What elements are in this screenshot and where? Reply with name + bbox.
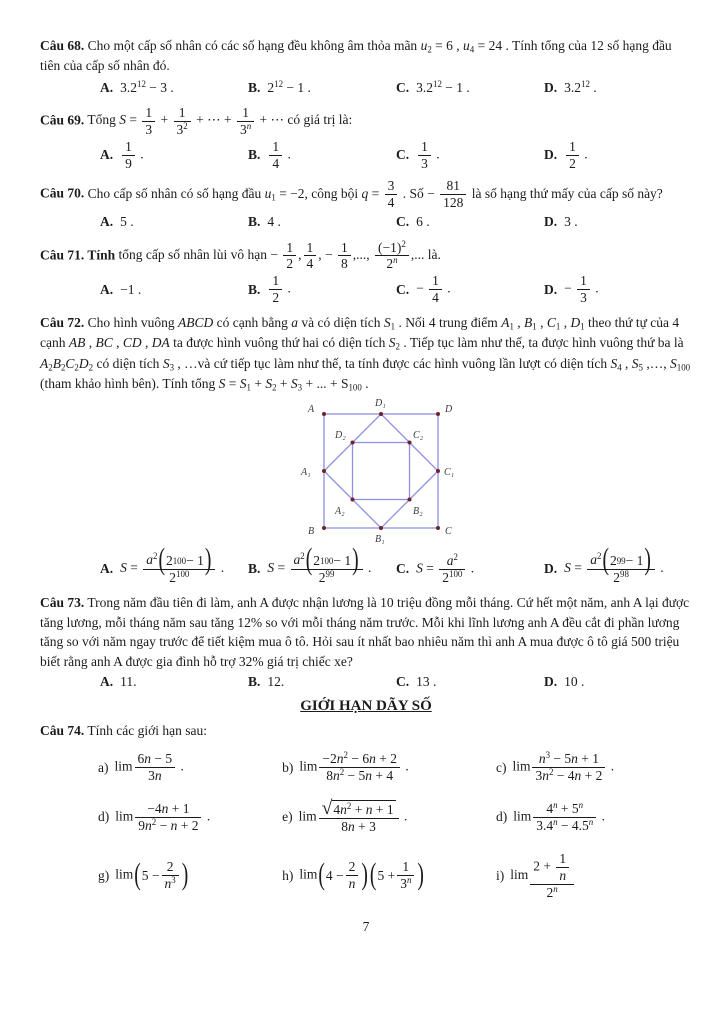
section-heading: GIỚI HẠN DÃY SỐ (300, 697, 432, 714)
page-number: 7 (362, 918, 370, 934)
option-key: C. (396, 281, 410, 297)
option-a (100, 672, 248, 692)
option-b (248, 273, 396, 306)
question-70-body: Cho cấp số nhân có số hạng đầu $u_1 = -2$, công bội q = $\frac{3}{4}$ . Số − $\frac{81}{128}$ là số hạng thứ mấy của cấp số này? (87, 178, 663, 211)
vertex-label-B2: B₂ (413, 506, 423, 518)
vertex-label-C2: C₂ (413, 430, 424, 442)
limit-expression: lim $\frac{-4n + 1}{9n^2 - n + 2}$ . (115, 801, 211, 834)
option-value: $\frac{1}{2}$ . (267, 273, 291, 306)
limits-row-1 (40, 751, 692, 784)
option-c (396, 212, 544, 232)
vertex-label-B: B (308, 526, 315, 538)
option-key: A. (100, 146, 114, 162)
option-value: $3.2^{12} - 3$ . (120, 78, 174, 95)
option-value: 13 . (416, 674, 437, 690)
option-key: B. (248, 146, 261, 162)
option-value: −1 . (120, 281, 142, 297)
option-key: B. (248, 214, 261, 230)
option-value: $\frac{1}{9}$ . (120, 139, 144, 172)
question-69 (40, 105, 692, 172)
option-c (396, 553, 544, 586)
limit-key: b) (282, 759, 294, 775)
question-68-options (40, 78, 692, 98)
limit-key: e) (282, 809, 293, 825)
option-value: S = $a^2$ ( 2 100 − 1 ) $2^{99}$ . (267, 544, 372, 586)
option-d (544, 544, 692, 586)
vertex-label-D2: D₂ (335, 430, 346, 442)
option-value: $\frac{1}{2}$ . (564, 139, 588, 172)
option-value: 11. (120, 674, 137, 690)
option-value: $3.2^{12} - 1$ . (416, 78, 470, 95)
option-d (544, 139, 692, 172)
question-71 (40, 240, 692, 307)
limits-row-3 (40, 851, 692, 901)
option-key: C. (396, 560, 410, 576)
vertex-label-B1: B₁ (375, 534, 385, 546)
option-value: 12. (267, 674, 285, 690)
option-a (100, 139, 248, 172)
limit-key: h) (282, 867, 294, 883)
option-value: S = $a^2$ ( 2 100 − 1 ) $2^{100}$ . (120, 544, 225, 586)
option-key: D. (544, 560, 558, 576)
option-b (248, 139, 396, 172)
option-key: B. (248, 281, 261, 297)
nested-squares-figure (70, 398, 692, 550)
option-value: $2^{12} - 1$ . (267, 78, 311, 95)
option-key: A. (100, 214, 114, 230)
option-b (248, 544, 396, 586)
question-72-options (40, 544, 692, 586)
option-a (100, 544, 248, 586)
limit-key: c) (495, 759, 507, 775)
option-key: A. (100, 674, 114, 690)
vertex-label-D1: D₁ (375, 398, 386, 410)
option-value: 6 . (416, 214, 430, 230)
question-68-body: Cho một cấp số nhân có các số hạng đều không âm thỏa mãn $u_2 = 6$ , $u_4 = 24$ . Tính tổng của 12 số hạng đầu tiên của cấp số nhân đó. (40, 38, 672, 74)
limit-key: d) (495, 809, 508, 825)
option-key: A. (100, 281, 114, 297)
limit-b (282, 751, 496, 784)
limit-expression: lim $\frac{n^3 - 5n + 1}{3n^2 - 4n + 2}$ . (512, 750, 615, 784)
question-71-options (40, 273, 692, 306)
question-68-label: Câu 68. (40, 38, 85, 53)
limits-row-2 (40, 800, 692, 835)
option-key: C. (396, 79, 410, 95)
limit-expression: lim 2 + $\frac{1}{n}$ 2$^n$ (510, 851, 576, 901)
limit-key: d) (98, 809, 110, 825)
option-value: 4 . (267, 214, 281, 230)
option-value: 3 . (564, 214, 578, 230)
vertex-label-A2: A₂ (335, 506, 345, 518)
option-d (544, 273, 692, 306)
limit-key: g) (98, 867, 110, 883)
question-74 (40, 721, 692, 901)
option-c (396, 672, 544, 692)
option-d (544, 212, 692, 232)
option-c (396, 78, 544, 98)
vertex-label-C: C (445, 526, 452, 538)
question-71-label: Câu 71. Tính (40, 247, 116, 263)
limit-h (282, 859, 496, 892)
question-74-label: Câu 74. (40, 723, 85, 738)
option-value: $3.2^{12}$ . (564, 78, 597, 95)
limit-e (282, 800, 496, 835)
option-key: C. (396, 214, 410, 230)
option-key: B. (248, 560, 261, 576)
limit-expression: lim ( 5 − $\frac{2}{n^3}$ ) (115, 858, 189, 892)
option-c (396, 273, 544, 306)
option-c (396, 139, 544, 172)
option-key: B. (248, 79, 261, 95)
option-key: D. (544, 146, 558, 162)
option-key: D. (544, 674, 558, 690)
option-key: A. (100, 560, 114, 576)
question-72 (40, 313, 692, 586)
option-b (248, 78, 396, 98)
limit-g (98, 859, 282, 892)
vertex-label-A1: A₁ (301, 467, 311, 479)
limit-expression: lim ( 4 − $\frac{2}{n}$ ) ( 5 + $\frac{1}{3^n}$ ) (299, 858, 424, 892)
limit-d (98, 801, 282, 834)
option-d (544, 672, 692, 692)
question-74-body: Tính các giới hạn sau: (87, 723, 208, 738)
vertex-label-C1: C₁ (444, 467, 455, 479)
question-73 (40, 593, 692, 693)
question-69-label: Câu 69. (40, 112, 85, 128)
option-d (544, 78, 692, 98)
option-key: C. (396, 674, 410, 690)
limit-expression: lim $\frac{6n - 5}{3n}$ . (114, 751, 184, 784)
option-b (248, 672, 396, 692)
limit-a (98, 751, 282, 784)
question-72-label: Câu 72. (40, 315, 85, 331)
option-key: A. (100, 79, 114, 95)
limit-i (496, 851, 692, 901)
vertex-label-A: A (308, 404, 315, 416)
option-value: S = $\frac{a^2}{2^{100}}$ . (416, 551, 475, 585)
limit-key: i) (495, 867, 505, 883)
option-value: $\frac{1}{4}$ . (267, 139, 291, 172)
vertex-label-D: D (445, 404, 453, 416)
question-73-label: Câu 73. (40, 595, 85, 610)
option-value: − $\frac{1}{3}$ . (564, 273, 599, 306)
question-68 (40, 36, 692, 98)
question-73-body: Trong năm đầu tiên đi làm, anh A được nhận lương là 10 triệu đồng mỗi tháng. Cứ hết một năm, anh A lại được tăng lương, mỗi tháng năm sau tăng 12% so với mỗi tháng năm trước. Mỗi khi lĩnh lương anh A đều cắt đi phần lương tăng so với năm ngay trước để tiết kiệm mua ô tô. Hỏi sau ít nhất bao nhiêu năm thì anh A mua được ô tô giá 500 triệu biết rằng anh A được gia đình hỗ trợ 32% giá trị chiếc xe? (40, 595, 690, 669)
question-69-body: Tổng S = $\frac{1}{3}$ + $\frac{1}{3^2}$ + ⋯ + $\frac{1}{3^n}$ + ⋯ có giá trị là: (87, 104, 353, 137)
option-value: − $\frac{1}{4}$ . (416, 273, 451, 306)
option-value: 10 . (564, 674, 585, 690)
question-70-options (40, 212, 692, 232)
option-a (100, 212, 248, 232)
option-key: D. (544, 214, 558, 230)
limit-d2 (496, 801, 692, 834)
option-a (100, 78, 248, 98)
question-70-label: Câu 70. (40, 185, 85, 201)
option-b (248, 212, 396, 232)
limit-expression: lim $\frac{4^n + 5^n}{3.4^n - 4.5^n}$ . (513, 800, 605, 834)
limit-c (496, 751, 692, 784)
question-69-options (40, 139, 692, 172)
option-value: S = $a^2$ ( 2 99 − 1 ) $2^{98}$ . (564, 544, 664, 586)
limit-expression: lim √ $4n^2 + n + 1$ 8n + 3 . (298, 798, 408, 835)
option-a (100, 280, 248, 300)
limit-expression: lim $\frac{-2n^2 - 6n + 2}{8n^2 - 5n + 4}$ . (299, 750, 409, 784)
question-72-body: Cho hình vuông ABCD có cạnh bằng a và có diện tích $S_1$ . Nối 4 trung điểm $A_1$ , $B_1$ , $C_1$ , $D_1$ theo thứ tự của 4 cạnh AB , BC , CD , DA ta được hình vuông thứ hai có diện tích $S_2$ . Tiếp tục làm như thế, ta được hình vuông thứ ba là $A_2B_2C_2D_2$ có diện tích $S_3$ , …và cứ tiếp tục làm như thế, ta tính được các hình vuông lần lượt có diện tích $S_4$ , $S_5$ ,…, $S_{100}$ (tham khảo hình bên). Tính tổng $S = S_1 + S_2 + S_3$ + ... + $S_{100}$ . (40, 315, 691, 393)
nested-squares-svg (286, 398, 476, 550)
question-70 (40, 178, 692, 232)
option-key: D. (544, 281, 558, 297)
option-key: C. (396, 146, 410, 162)
question-71-body: tổng cấp số nhân lùi vô hạn − $\frac{1}{2}$ , $\frac{1}{4}$ , − $\frac{1}{8}$ ,..., $\frac{(-1)^2}{2^n}$ ,... là. (118, 238, 441, 272)
option-key: B. (248, 674, 261, 690)
question-73-options (40, 672, 692, 692)
option-key: D. (544, 79, 558, 95)
limit-key: a) (98, 759, 109, 775)
option-value: 5 . (120, 214, 134, 230)
option-value: $\frac{1}{3}$ . (416, 139, 440, 172)
